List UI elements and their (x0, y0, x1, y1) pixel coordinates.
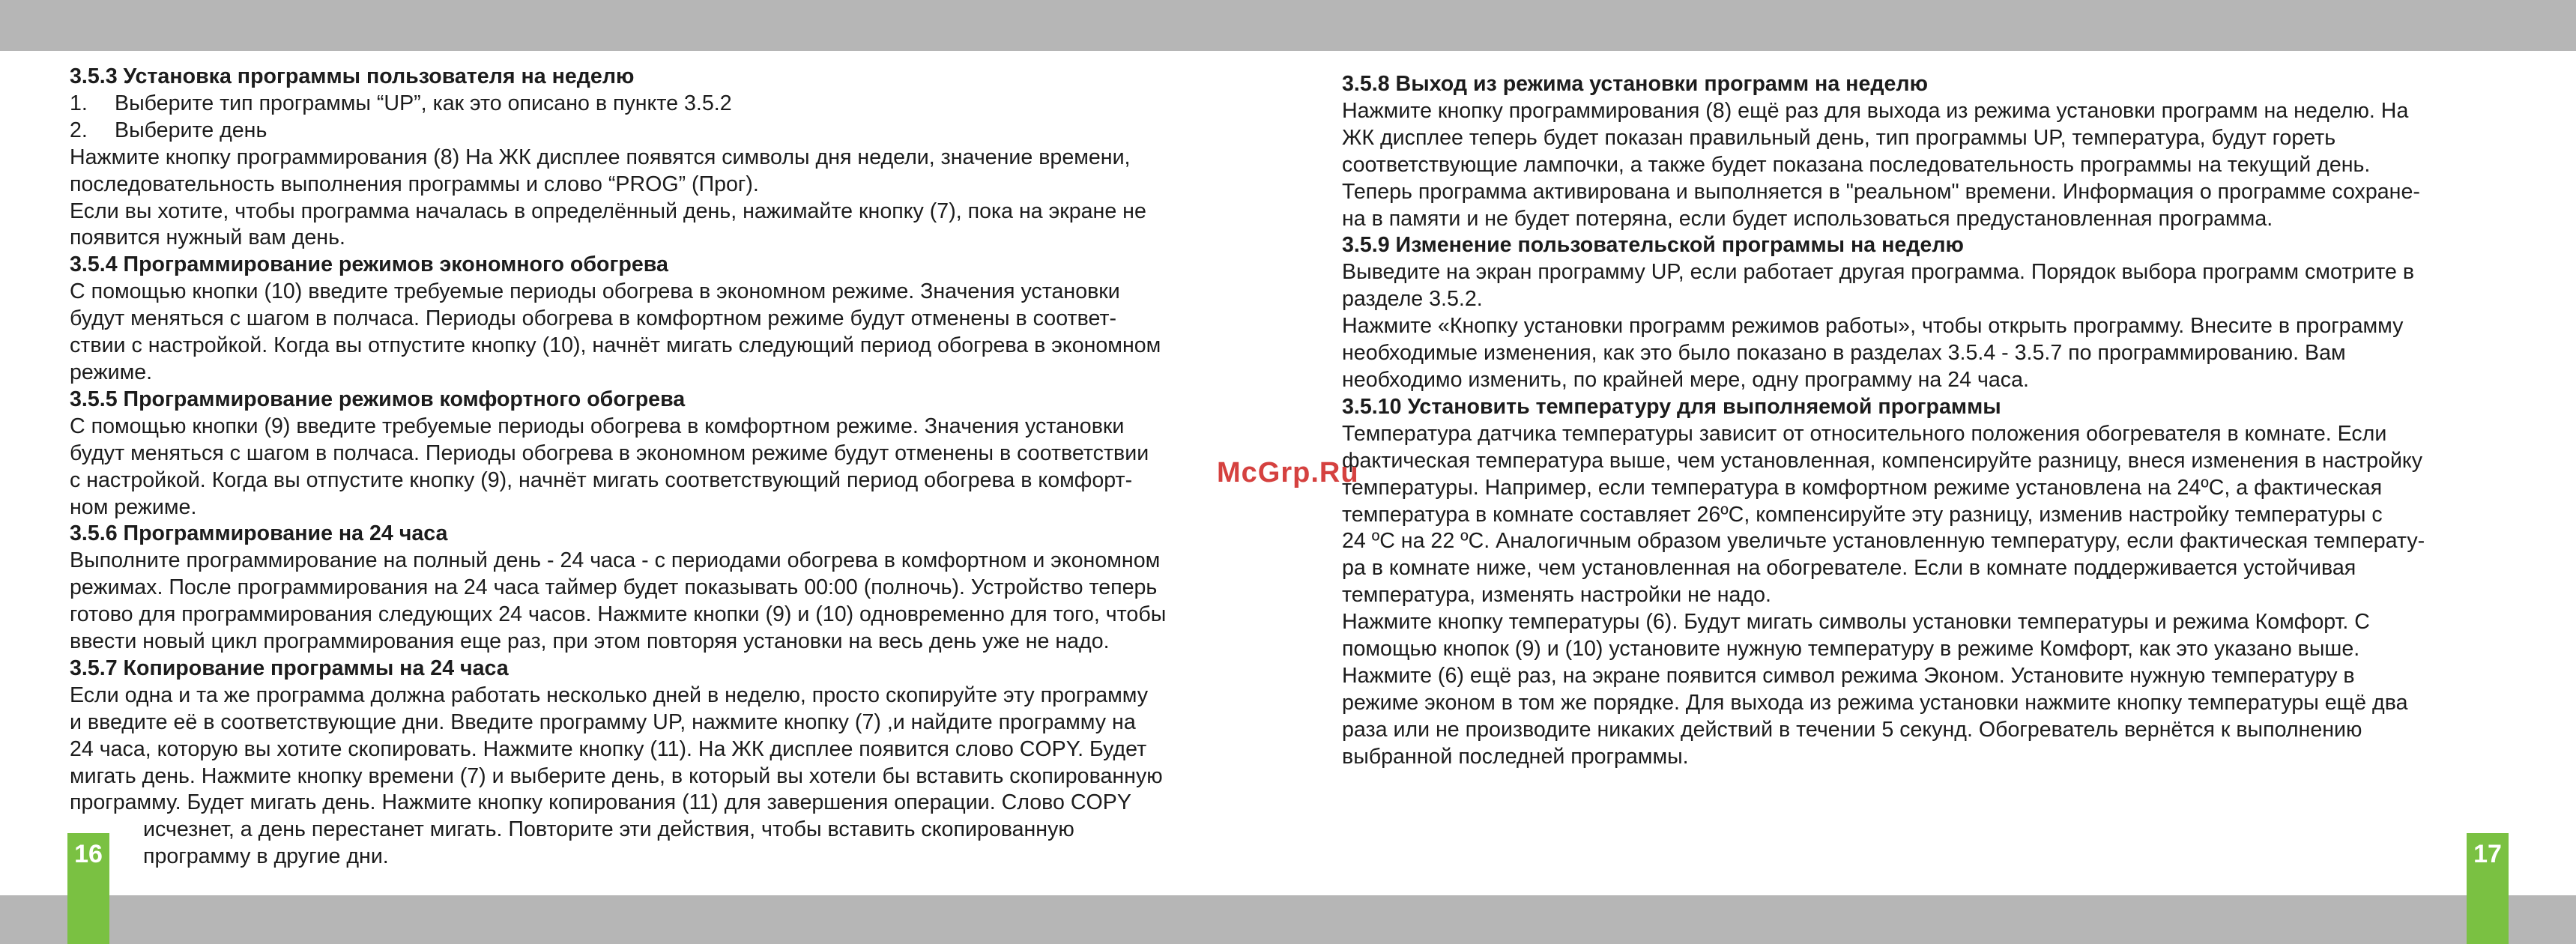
left-text-line: программу в другие дни. (143, 844, 389, 869)
right-text-line: необходимо изменить, по крайней мере, одну программу на 24 часа. (1342, 367, 2029, 392)
list-item-text: Выберите тип программы “UP”, как это описано в пункте 3.5.2 (115, 91, 732, 115)
right-text-line: Нажмите «Кнопку установки программ режимов работы», чтобы открыть программу. Внесите в программу (1342, 314, 2404, 339)
page-number-right: 17 (2467, 833, 2509, 944)
left-section-heading: 3.5.7 Копирование программы на 24 часа (70, 656, 509, 680)
left-text-line: 24 часа, которую вы хотите скопировать. Нажмите кнопку (11). На ЖК дисплее появится слово COPY. Будет (70, 736, 1147, 761)
right-section-heading: 3.5.8 Выход из режима установки программ на неделю (1342, 72, 1928, 96)
right-text-line: 24 ºC на 22 ºC. Аналогичным образом увеличьте установленную температуру, если фактическая температу- (1342, 529, 2425, 554)
right-text-line: Нажмите (6) ещё раз, на экране появится символ режима Эконом. Установите нужную температуру в (1342, 663, 2355, 688)
left-text-line: и введите её в соответствующие дни. Введите программу UP, нажмите кнопку (7) ,и найдите программу на (70, 709, 1136, 734)
left-text-line: программу. Будет мигать день. Нажмите кнопку копирования (11) для завершения операции. Слово COPY (70, 790, 1131, 815)
bottom-band (0, 895, 2576, 944)
right-text-line: температура в комнате составляет 26ºC, компенсируйте эту разницу, изменив настройку температуры с (1342, 502, 2383, 527)
left-text-line: режиме. (70, 360, 153, 384)
right-page-text (1342, 71, 2511, 771)
right-text-line: Теперь программа активирована и выполняется в "реальном" времени. Информация о программе сохране- (1342, 179, 2420, 204)
page-number-left: 16 (67, 833, 109, 944)
watermark: McGrp.Ru (1217, 457, 1359, 488)
right-text-line: ра в комнате ниже, чем установленная на обогревателе. Если в комнате поддерживается устойчивая (1342, 556, 2356, 581)
left-text-line: ввести новый цикл программирования еще раз, при этом повторяя установки на весь день уже не надо. (70, 629, 1110, 654)
list-item-text: Выберите день (115, 118, 267, 142)
list-number: 1. (70, 91, 88, 115)
left-text-line: последовательность выполнения программы и слово “PROG” (Прог). (70, 172, 759, 196)
left-text-line: Если вы хотите, чтобы программа началась в определённый день, нажимайте кнопку (7), пока на экране не (70, 199, 1146, 223)
left-section-heading: 3.5.3 Установка программы пользователя на неделю (70, 64, 635, 88)
right-text-line: раза или не производите никаких действий в течении 5 секунд. Обогреватель вернётся к выполнению (1342, 717, 2362, 742)
left-section-heading: 3.5.5 Программирование режимов комфортного обогрева (70, 387, 686, 411)
left-section-heading: 3.5.4 Программирование режимов экономного обогрева (70, 252, 668, 277)
right-text-line: температуры. Например, если температура в комфортном режиме установлена на 24ºC, а фактическая (1342, 475, 2383, 500)
left-text-line (70, 118, 1239, 145)
right-text-line: соответствующие лампочки, а также будет показана последовательность программы на текущий день. (1342, 152, 2371, 177)
list-number: 2. (70, 118, 88, 142)
left-text-line: ном режиме. (70, 494, 197, 519)
left-text-line: Если одна и та же программа должна работать несколько дней в неделю, просто скопируйте эту программу (70, 683, 1149, 707)
left-text-line: будут меняться с шагом в полчаса. Периоды обогрева в экономном режиме будут отменены в соответствии (70, 441, 1149, 465)
right-text-line: режиме эконом в том же порядке. Для выхода из режима установки нажмите кнопку температуры ещё два (1342, 690, 2408, 715)
right-text-line: ЖК дисплее теперь будет показан правильный день, тип программы UP, температура, будут гореть (1342, 125, 2336, 150)
left-text-line: ствии с настройкой. Когда вы отпустите кнопку (10), начнёт мигать следующий период обогрева в экономном (70, 333, 1161, 358)
right-text-line: температура, изменять настройки не надо. (1342, 583, 1771, 608)
left-page-text (70, 64, 1239, 871)
right-text-line: Выведите на экран программу UP, если работает другая программа. Порядок выбора программ смотрите в (1342, 260, 2415, 285)
left-text-line: готово для программирования следующих 24 часов. Нажмите кнопки (9) и (10) одновременно для того, чтобы (70, 602, 1167, 627)
right-text-line: фактическая температура выше, чем установленная, компенсируйте разницу, внеся изменения в настройку (1342, 448, 2423, 473)
left-text-line: С помощью кнопки (9) введите требуемые периоды обогрева в комфортном режиме. Значения установки (70, 414, 1125, 438)
left-text-line: мигать день. Нажмите кнопку времени (7) и выберите день, в который вы хотели бы вставить скопированную (70, 763, 1163, 788)
right-text-line: Нажмите кнопку температуры (6). Будут мигать символы установки температуры и режима Комфорт. С (1342, 610, 2370, 635)
left-text-line (70, 91, 1239, 118)
left-text-line: исчезнет, а день перестанет мигать. Повторите эти действия, чтобы вставить скопированную (143, 817, 1074, 842)
right-text-line: выбранной последней программы. (1342, 744, 1689, 769)
right-text-line: Температура датчика температуры зависит от относительного положения обогревателя в комнате. Если (1342, 421, 2387, 446)
left-text-line: появится нужный вам день. (70, 226, 345, 250)
right-text-line: Нажмите кнопку программирования (8) ещё раз для выхода из режима установки программ на неделю. На (1342, 98, 2409, 123)
right-section-heading: 3.5.10 Установить температуру для выполняемой программы (1342, 394, 2001, 419)
left-text-line: Нажмите кнопку программирования (8) На ЖК дисплее появятся символы дня недели, значение времени, (70, 145, 1131, 169)
right-text-line: необходимые изменения, как это было показано в разделах 3.5.4 - 3.5.7 по программированию. Вам (1342, 341, 2346, 366)
left-text-line: режимах. После программирования на 24 часа таймер будет показывать 00:00 (полночь). Устройство теперь (70, 575, 1158, 600)
left-text-line: С помощью кнопки (10) введите требуемые периоды обогрева в экономном режиме. Значения установки (70, 279, 1120, 304)
top-band (0, 0, 2576, 51)
left-text-line: Выполните программирование на полный день - 24 часа - с периодами обогрева в комфортном и экономном (70, 548, 1161, 573)
right-text-line: на в памяти и не будет потеряна, если будет использоваться предустановленная программа. (1342, 206, 2273, 231)
left-text-line: с настройкой. Когда вы отпустите кнопку (9), начнёт мигать соответствующий период обогрева в комфорт- (70, 468, 1133, 492)
left-text-line: будут меняться с шагом в полчаса. Периоды обогрева в комфортном режиме будут отменены в соответ- (70, 306, 1117, 331)
right-section-heading: 3.5.9 Изменение пользовательской программы на неделю (1342, 233, 1964, 258)
right-text-line: помощью кнопок (9) и (10) установите нужную температуру в режиме Комфорт, как это указано выше. (1342, 637, 2360, 662)
left-section-heading: 3.5.6 Программирование на 24 часа (70, 521, 448, 546)
right-text-line: разделе 3.5.2. (1342, 287, 1483, 312)
